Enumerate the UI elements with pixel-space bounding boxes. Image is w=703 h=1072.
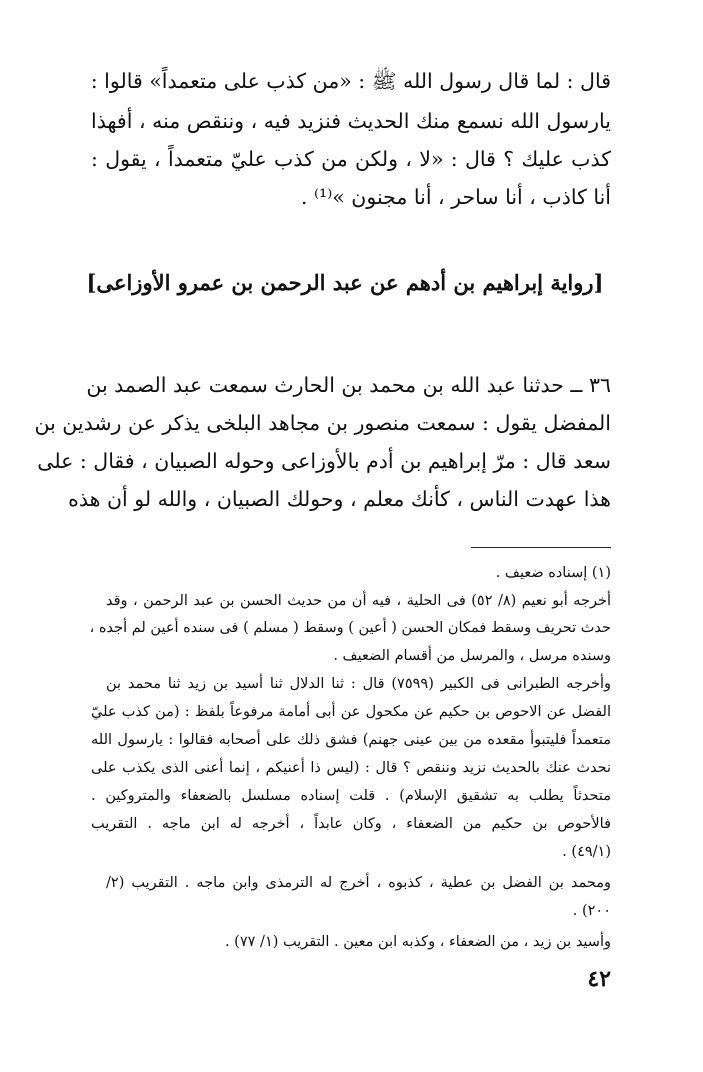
footnote-line-13: ٢٠٠) . <box>572 903 611 919</box>
footnote-line-8: نحدث عنك بالحديث نزيد وننقص ؟ قال : (ليس ذا أعنيكم ، إنما أعنى الذى يكذب على <box>91 760 611 776</box>
footnote-line-3: حدث تحريف وسقط فمكان الحسن ( أعين ) وسقط ( مسلم ) فى سنده أعين لم أجده ، <box>89 620 611 636</box>
hadith-line-3: سعد قال : مرّ إبراهيم بن أدم بالأوزاعى وحوله الصبيان ، فقال : على <box>37 449 611 473</box>
main-text-line-4: أنا كاذب ، أنا ساحر ، أنا مجنون »⁽¹⁾ . <box>300 185 611 209</box>
hadith-line-4: هذا عهدت الناس ، كأنك معلم ، وحولك الصبيان ، والله لو أن هذه <box>68 487 611 511</box>
footnote-line-6: الفضل عن الاحوص بن حكيم عن مكحول عن أبى أمامة مرفوعاً بلفظ : (من كذب عليّ <box>91 704 611 720</box>
footnote-line-10: فالأحوص بن حكيم من الضعفاء ، وكان عابداً ، أخرجه له ابن ماجه . التقريب <box>91 816 611 832</box>
main-text-line-1: قال : لما قال رسول الله ﷺ : «من كذب على متعمداً» قالوا : <box>90 69 611 93</box>
footnote-line-14: وأسيد بن زيد ، من الضعفاء ، وكذبه ابن معين . التقريب (١/ ٧٧) . <box>224 934 611 950</box>
footnote-separator <box>471 547 611 548</box>
section-heading: [رواية إبراهيم بن أدهم عن عبد الرحمن بن عمرو الأوزاعى] <box>86 270 604 295</box>
footnote-line-4: وسنده مرسل ، والمرسل من أقسام الضعيف . <box>333 648 611 664</box>
main-text-line-2: يارسول الله نسمع منك الحديث فنزيد فيه ، وننقص منه ، أفهذا <box>91 109 611 133</box>
hadith-line-1: ٣٦ ــ حدثنا عبد الله بن محمد بن الحارث سمعت عبد الصمد بن <box>86 373 611 397</box>
footnote-line-2: أخرجه أبو نعيم (٨/ ٥٢) فى الحلية ، فيه أن من حديث الحسن بن عبد الرحمن ، وقد <box>106 593 611 609</box>
main-text-line-3: كذب عليك ؟ قال : «لا ، ولكن من كذب عليّ متعمداً ، يقول : <box>91 147 611 171</box>
footnote-line-12: ومحمد بن الفضل بن عطية ، كذبوه ، أخرج له الترمذى وابن ماجه . التقريب (٢/ <box>106 875 611 891</box>
page-number: ٤٢ <box>587 966 611 992</box>
footnote-line-5: وأخرجه الطبرانى فى الكبير (٧٥٩٩) قال : ثنا الدلال ثنا أسيد بن زيد ثنا محمد بن <box>106 676 611 692</box>
footnote-line-9: متحدثاً يطلب به تشقيق الإسلام) . قلت إسناده مسلسل بالضعفاء والمتروكين . <box>91 788 611 804</box>
hadith-line-2: المفضل يقول : سمعت منصور بن مجاهد البلخى يذكر عن رشدين بن <box>34 411 611 435</box>
footnote-line-7: متعمداً فليتبوأ مقعده من بين عينى جهنم) فشق ذلك على أصحابه فقالوا : يارسول الله <box>91 732 611 748</box>
footnote-line-11: (٤٩/١) . <box>562 844 611 860</box>
footnote-line-1: (١) إسناده ضعيف . <box>495 565 611 581</box>
